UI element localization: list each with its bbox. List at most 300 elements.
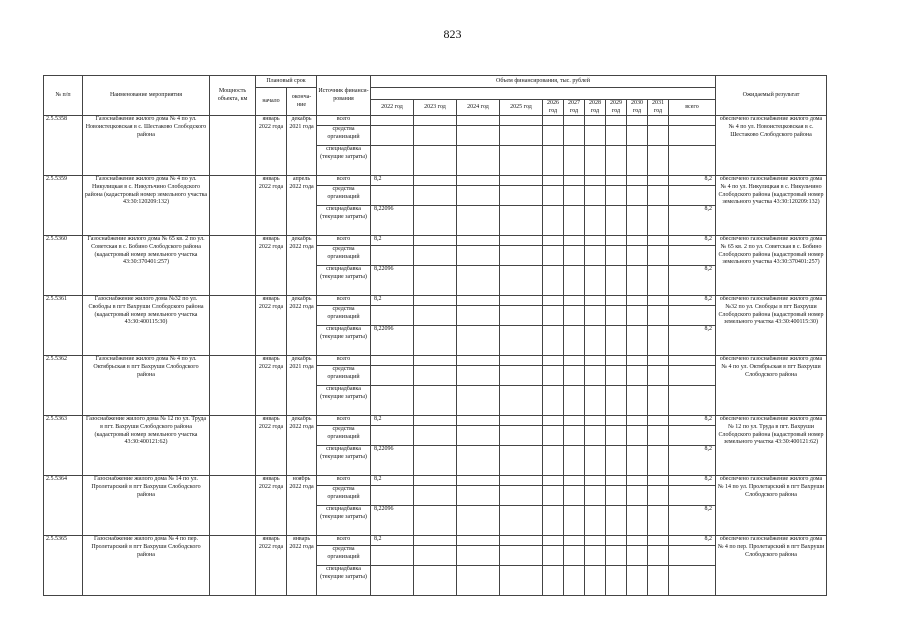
row-special-sum: 8,2 — [669, 506, 716, 536]
row-cell — [585, 546, 606, 566]
row-cell — [648, 426, 669, 446]
row-end: декабрь 2021 года — [287, 356, 317, 416]
row-result: обеспечено газоснабжение жилого дома № 4 по ул. Никулицкая в с. Никульчино Слободского района (кадастровый номер земельного участка 43:30:120209:132) — [716, 176, 827, 236]
row-cell — [543, 446, 564, 476]
row-cell — [500, 126, 543, 146]
row-cell — [457, 206, 500, 236]
row-cell — [564, 206, 585, 236]
row-cell — [457, 126, 500, 146]
row-cell — [627, 386, 648, 416]
row-cell — [648, 536, 669, 546]
row-cell — [627, 416, 648, 426]
row-cell — [414, 356, 457, 366]
row-cell — [500, 206, 543, 236]
row-cell — [564, 566, 585, 596]
row-source-total: всего — [317, 296, 371, 306]
row-cell — [543, 296, 564, 306]
row-special-2022: 8,22096 — [371, 266, 414, 296]
row-source-special: спецнадбавка (текущие затраты) — [317, 266, 371, 296]
table-row — [44, 236, 827, 246]
row-cell — [500, 486, 543, 506]
row-cell — [457, 386, 500, 416]
row-capacity — [210, 536, 256, 596]
row-cell — [371, 426, 414, 446]
row-cell — [564, 506, 585, 536]
row-source-org: средства организаций — [317, 306, 371, 326]
row-cell — [627, 486, 648, 506]
row-cell — [606, 296, 627, 306]
row-number: 2.5.5364 — [44, 476, 83, 536]
row-cell — [500, 186, 543, 206]
row-cell — [564, 236, 585, 246]
row-cell — [414, 386, 457, 416]
header-year: 2027 год — [564, 100, 585, 116]
row-cell — [627, 266, 648, 296]
row-special-2022: 8,22096 — [371, 326, 414, 356]
row-result: обеспечено газоснабжение жилого дома № 4 по пер. Пролетарский в пгт Вахруши Слободского района — [716, 536, 827, 596]
row-capacity — [210, 176, 256, 236]
row-cell — [414, 486, 457, 506]
row-special-sum: 8,2 — [669, 266, 716, 296]
header-volume-spacer — [371, 88, 716, 100]
row-result: обеспечено газоснабжение жилого дома № 65 кв. 2 по ул. Советская в с. Бобино Слободского района (кадастровый номер земельного участка 43:30:370401:257) — [716, 236, 827, 296]
row-end: декабрь 2022 года — [287, 236, 317, 296]
header-term: Плановый срок — [256, 76, 317, 88]
row-cell — [457, 356, 500, 366]
row-total-sum: 8,2 — [669, 296, 716, 306]
row-cell — [585, 176, 606, 186]
row-cell — [457, 506, 500, 536]
row-cell — [414, 126, 457, 146]
row-cell — [606, 186, 627, 206]
row-cell — [627, 476, 648, 486]
row-cell — [606, 306, 627, 326]
row-cell — [627, 446, 648, 476]
row-cell — [648, 296, 669, 306]
table-row — [44, 116, 827, 126]
row-end: ноябрь 2022 года — [287, 476, 317, 536]
row-cell — [585, 206, 606, 236]
row-cell — [543, 146, 564, 176]
row-cell — [606, 176, 627, 186]
row-end: декабрь 2021 года — [287, 116, 317, 176]
row-cell — [564, 446, 585, 476]
row-cell — [414, 296, 457, 306]
row-cell — [543, 536, 564, 546]
row-cell — [606, 446, 627, 476]
row-cell — [564, 356, 585, 366]
row-cell — [585, 246, 606, 266]
table-row — [44, 176, 827, 186]
row-cell — [414, 416, 457, 426]
header-num: № п/п — [44, 76, 83, 116]
row-cell — [500, 116, 543, 126]
row-cell — [648, 486, 669, 506]
row-cell — [414, 146, 457, 176]
row-cell — [564, 126, 585, 146]
header-year: 2024 год — [457, 100, 500, 116]
row-number: 2.5.5359 — [44, 176, 83, 236]
row-number: 2.5.5358 — [44, 116, 83, 176]
row-cell — [564, 476, 585, 486]
row-cell — [543, 186, 564, 206]
row-cell — [585, 536, 606, 546]
row-cell — [500, 446, 543, 476]
row-special-2022: 8,22096 — [371, 506, 414, 536]
header-result: Ожидаемый результат — [716, 76, 827, 116]
row-number: 2.5.5360 — [44, 236, 83, 296]
row-cell — [669, 426, 716, 446]
row-source-total: всего — [317, 416, 371, 426]
row-total-2022: 8,2 — [371, 296, 414, 306]
row-cell — [648, 266, 669, 296]
row-cell — [414, 246, 457, 266]
row-cell — [648, 246, 669, 266]
header-year: 2023 год — [414, 100, 457, 116]
row-cell — [648, 506, 669, 536]
row-result: обеспечено газоснабжение жилого дома № 4 по ул. Октябрьская в пгт Вахруши Слободского района — [716, 356, 827, 416]
row-special-sum — [669, 566, 716, 596]
row-cell — [627, 356, 648, 366]
row-cell — [564, 146, 585, 176]
row-cell — [371, 366, 414, 386]
row-cell — [414, 446, 457, 476]
row-source-special: спецнадбавка (текущие затраты) — [317, 326, 371, 356]
row-cell — [457, 306, 500, 326]
row-name: Газоснабжение жилого дома № 12 по ул. Труда в пгт. Вахруши Слободского района (кадастровый номер земельного участка 43:30:400121:62) — [83, 416, 210, 476]
row-start: январь 2022 года — [256, 536, 287, 596]
row-cell — [414, 306, 457, 326]
row-cell — [585, 266, 606, 296]
row-source-total: всего — [317, 236, 371, 246]
row-cell — [564, 246, 585, 266]
row-cell — [585, 296, 606, 306]
row-source-special: спецнадбавка (текущие затраты) — [317, 506, 371, 536]
row-cell — [543, 416, 564, 426]
row-cell — [414, 476, 457, 486]
row-cell — [606, 326, 627, 356]
row-total-sum: 8,2 — [669, 236, 716, 246]
row-cell — [543, 176, 564, 186]
row-cell — [606, 266, 627, 296]
row-cell — [585, 366, 606, 386]
row-source-org: средства организаций — [317, 426, 371, 446]
row-cell — [585, 126, 606, 146]
row-capacity — [210, 356, 256, 416]
row-cell — [500, 366, 543, 386]
row-cell — [627, 146, 648, 176]
row-cell — [648, 126, 669, 146]
row-cell — [543, 486, 564, 506]
row-cell — [585, 326, 606, 356]
row-cell — [627, 126, 648, 146]
row-cell — [500, 246, 543, 266]
row-cell — [457, 186, 500, 206]
row-cell — [585, 566, 606, 596]
row-number: 2.5.5363 — [44, 416, 83, 476]
row-name: Газоснабжение жилого дома № 4 по пер. Пролетарский в пгт Вахруши Слободского района — [83, 536, 210, 596]
row-cell — [627, 176, 648, 186]
header-year: 2026 год — [543, 100, 564, 116]
row-cell — [606, 126, 627, 146]
row-source-total: всего — [317, 476, 371, 486]
row-cell — [564, 366, 585, 386]
row-cell — [627, 116, 648, 126]
row-cell — [457, 416, 500, 426]
row-cell — [606, 206, 627, 236]
table-row — [44, 536, 827, 546]
row-cell — [500, 476, 543, 486]
row-cell — [585, 426, 606, 446]
row-cell — [627, 546, 648, 566]
row-cell — [543, 506, 564, 536]
row-cell — [627, 246, 648, 266]
row-total-2022: 8,2 — [371, 176, 414, 186]
row-cell — [414, 236, 457, 246]
row-cell — [669, 546, 716, 566]
row-cell — [564, 536, 585, 546]
header-source: Источник финанси-рования — [317, 76, 371, 116]
row-start: январь 2022 года — [256, 476, 287, 536]
row-cell — [457, 116, 500, 126]
row-cell — [457, 536, 500, 546]
row-cell — [371, 486, 414, 506]
row-source-org: средства организаций — [317, 126, 371, 146]
row-cell — [669, 306, 716, 326]
row-cell — [500, 326, 543, 356]
row-source-org: средства организаций — [317, 366, 371, 386]
row-result: обеспечено газоснабжение жилого дома № 12 по ул. Труда в пгт. Вахруши Слободского района (кадастровый номер земельного участка 43:30:400121:62) — [716, 416, 827, 476]
row-cell — [564, 546, 585, 566]
row-capacity — [210, 116, 256, 176]
header-year: 2031 год — [648, 100, 669, 116]
row-cell — [500, 416, 543, 426]
row-start: январь 2022 года — [256, 176, 287, 236]
row-total-2022 — [371, 356, 414, 366]
row-cell — [543, 326, 564, 356]
row-cell — [371, 246, 414, 266]
row-cell — [669, 186, 716, 206]
row-cell — [371, 126, 414, 146]
row-cell — [606, 366, 627, 386]
row-capacity — [210, 416, 256, 476]
header-year: 2025 год — [500, 100, 543, 116]
header-year: 2022 год — [371, 100, 414, 116]
row-cell — [606, 386, 627, 416]
row-cell — [457, 566, 500, 596]
row-cell — [414, 426, 457, 446]
row-total-2022: 8,2 — [371, 536, 414, 546]
row-name: Газоснабжение жилого дома № 65 кв. 2 по ул. Советская в с. Бобино Слободского района (кадастровый номер земельного участка 43:30:370401:257) — [83, 236, 210, 296]
row-cell — [543, 386, 564, 416]
row-cell — [500, 386, 543, 416]
row-cell — [648, 366, 669, 386]
row-cell — [648, 446, 669, 476]
row-cell — [648, 546, 669, 566]
row-cell — [500, 306, 543, 326]
row-cell — [500, 566, 543, 596]
row-source-org: средства организаций — [317, 486, 371, 506]
row-result: обеспечено газоснабжение жилого дома № 4 по ул. Новоистецковская в с. Шестаково Слободского района — [716, 116, 827, 176]
row-end: декабрь 2022 года — [287, 416, 317, 476]
row-cell — [606, 416, 627, 426]
row-cell — [457, 266, 500, 296]
row-special-2022: 8,22096 — [371, 446, 414, 476]
row-cell — [457, 246, 500, 266]
row-cell — [543, 546, 564, 566]
row-source-special: спецнадбавка (текущие затраты) — [317, 146, 371, 176]
row-total-sum — [669, 116, 716, 126]
row-cell — [543, 366, 564, 386]
row-cell — [564, 296, 585, 306]
row-cell — [414, 266, 457, 296]
row-cell — [457, 486, 500, 506]
header-year: 2028 год — [585, 100, 606, 116]
row-cell — [414, 206, 457, 236]
row-source-org: средства организаций — [317, 186, 371, 206]
row-special-2022 — [371, 146, 414, 176]
header-year: 2030 год — [627, 100, 648, 116]
row-cell — [457, 476, 500, 486]
row-cell — [543, 266, 564, 296]
row-cell — [627, 186, 648, 206]
row-cell — [585, 446, 606, 476]
row-source-special: спецнадбавка (текущие затраты) — [317, 566, 371, 596]
row-cell — [585, 476, 606, 486]
row-total-sum — [669, 356, 716, 366]
row-start: январь 2022 года — [256, 116, 287, 176]
row-start: январь 2022 года — [256, 416, 287, 476]
row-total-2022 — [371, 116, 414, 126]
row-cell — [606, 486, 627, 506]
row-cell — [564, 176, 585, 186]
row-cell — [627, 326, 648, 356]
row-cell — [500, 536, 543, 546]
row-cell — [585, 486, 606, 506]
row-cell — [606, 246, 627, 266]
row-cell — [627, 506, 648, 536]
row-cell — [371, 306, 414, 326]
row-cell — [543, 476, 564, 486]
row-start: январь 2022 года — [256, 236, 287, 296]
row-cell — [606, 146, 627, 176]
row-cell — [585, 506, 606, 536]
row-cell — [648, 356, 669, 366]
row-cell — [500, 266, 543, 296]
row-cell — [564, 186, 585, 206]
row-cell — [627, 236, 648, 246]
row-cell — [414, 176, 457, 186]
row-special-2022 — [371, 566, 414, 596]
row-cell — [457, 236, 500, 246]
row-cell — [606, 236, 627, 246]
row-cell — [500, 546, 543, 566]
row-cell — [648, 186, 669, 206]
row-cell — [627, 536, 648, 546]
row-cell — [606, 566, 627, 596]
row-cell — [371, 546, 414, 566]
row-cell — [457, 296, 500, 306]
row-cell — [564, 306, 585, 326]
row-cell — [543, 236, 564, 246]
row-total-2022: 8,2 — [371, 476, 414, 486]
row-cell — [606, 356, 627, 366]
row-cell — [669, 246, 716, 266]
row-cell — [371, 186, 414, 206]
row-cell — [457, 326, 500, 356]
row-total-sum: 8,2 — [669, 476, 716, 486]
row-cell — [414, 566, 457, 596]
row-cell — [457, 366, 500, 386]
row-cell — [457, 426, 500, 446]
row-cell — [627, 206, 648, 236]
row-special-sum: 8,2 — [669, 446, 716, 476]
row-cell — [414, 546, 457, 566]
row-number: 2.5.5361 — [44, 296, 83, 356]
row-cell — [606, 546, 627, 566]
row-special-sum: 8,2 — [669, 326, 716, 356]
header-name: Наименование мероприятия — [83, 76, 210, 116]
row-cell — [669, 366, 716, 386]
row-cell — [500, 426, 543, 446]
row-source-special: спецнадбавка (текущие затраты) — [317, 206, 371, 236]
row-cell — [627, 426, 648, 446]
row-start: январь 2022 года — [256, 296, 287, 356]
row-capacity — [210, 476, 256, 536]
row-cell — [457, 446, 500, 476]
row-cell — [414, 366, 457, 386]
row-capacity — [210, 236, 256, 296]
row-cell — [648, 206, 669, 236]
row-cell — [543, 566, 564, 596]
row-cell — [564, 386, 585, 416]
row-total-sum: 8,2 — [669, 536, 716, 546]
row-cell — [606, 506, 627, 536]
row-cell — [564, 416, 585, 426]
row-cell — [543, 246, 564, 266]
row-special-sum — [669, 146, 716, 176]
row-name: Газоснабжение жилого дома № 4 по ул. Октябрьская в пгт Вахруши Слободского района — [83, 356, 210, 416]
row-cell — [648, 146, 669, 176]
row-cell — [414, 186, 457, 206]
row-cell — [648, 306, 669, 326]
table-row — [44, 356, 827, 366]
row-cell — [648, 326, 669, 356]
row-cell — [648, 416, 669, 426]
row-cell — [500, 236, 543, 246]
row-cell — [669, 126, 716, 146]
row-cell — [543, 356, 564, 366]
row-special-2022: 8,22096 — [371, 206, 414, 236]
row-cell — [543, 126, 564, 146]
row-cell — [585, 416, 606, 426]
page-number: 823 — [443, 27, 462, 41]
row-source-special: спецнадбавка (текущие затраты) — [317, 386, 371, 416]
row-source-special: спецнадбавка (текущие затраты) — [317, 446, 371, 476]
row-cell — [500, 296, 543, 306]
row-cell — [564, 326, 585, 356]
row-cell — [414, 116, 457, 126]
row-cell — [500, 176, 543, 186]
row-cell — [457, 146, 500, 176]
row-cell — [648, 566, 669, 596]
row-cell — [648, 176, 669, 186]
row-cell — [543, 306, 564, 326]
row-cell — [457, 546, 500, 566]
header-capacity: Мощность объекта, км — [210, 76, 256, 116]
row-cell — [564, 116, 585, 126]
row-name: Газоснабжение жилого дома № 14 по ул. Пролетарский в пгт Вахруши Слободского района — [83, 476, 210, 536]
